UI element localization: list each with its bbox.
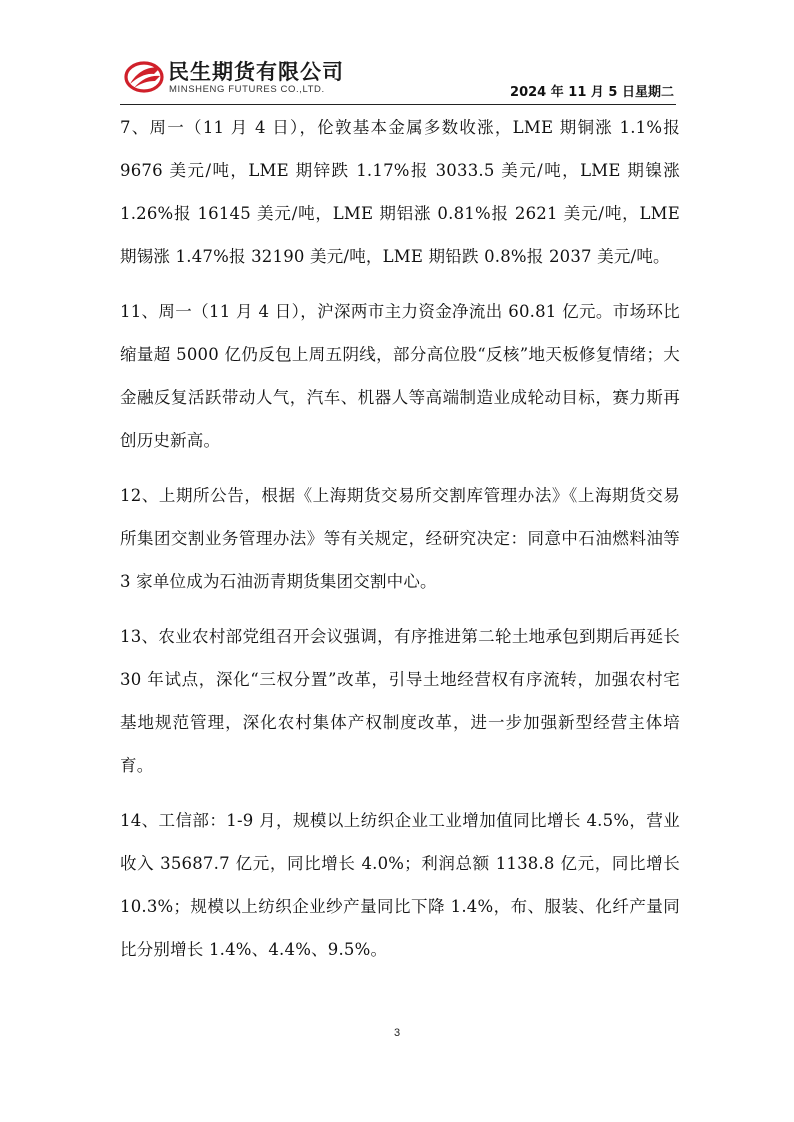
document-body [120,106,680,983]
header-date: 2024 年 11 月 5 日星期二 [510,85,674,100]
news-item-12: 12、上期所公告，根据《上海期货交易所交割库管理办法》《上海期货交易所集团交割业务管理办法》等有关规定，经研究决定：同意中石油燃料油等 3 家单位成为石油沥青期货集团交割中心。 [120,486,680,591]
minsheng-logo-icon [124,60,164,94]
page-number: 3 [393,1027,401,1039]
logo-chinese-name: 民生期货有限公司 [168,60,344,84]
news-item-7: 7、周一（11 月 4 日），伦敦基本金属多数收涨，LME 期铜涨 1.1%报 9676 美元/吨，LME 期锌跌 1.17%报 3033.5 美元/吨，LME 期镍涨 1.26%报 16145 美元/吨，LME 期铝涨 0.81%报 2621 美元/吨，LME 期锡涨 1.47%报 32190 美元/吨，LME 期铅跌 0.8%报 2037 美元/吨。 [120,118,680,266]
page-header [120,52,676,105]
news-item-14: 14、工信部：1-9 月，规模以上纺织企业工业增加值同比增长 4.5%，营业收入 35687.7 亿元，同比增长 4.0%；利润总额 1138.8 亿元，同比增长 10.3%；规模以上纺织企业纱产量同比下降 1.4%，布、服装、化纤产量同比分别增长 1.4%、4.4%、9.5%。 [120,811,680,959]
news-item-11: 11、周一（11 月 4 日），沪深两市主力资金净流出 60.81 亿元。市场环比缩量超 5000 亿仍反包上周五阴线，部分高位股“反核”地天板修复情绪；大金融反复活跃带动人气，汽车、机器人等高端制造业成轮动目标，赛力斯再创历史新高。 [120,302,680,450]
company-logo [124,54,364,98]
logo-english-name: MINSHENG FUTURES CO.,LTD. [169,84,325,95]
news-item-13: 13、农业农村部党组召开会议强调，有序推进第二轮土地承包到期后再延长 30 年试点，深化“三权分置”改革，引导土地经营权有序流转，加强农村宅基地规范管理，深化农村集体产权制度改革，进一步加强新型经营主体培育。 [120,627,680,775]
